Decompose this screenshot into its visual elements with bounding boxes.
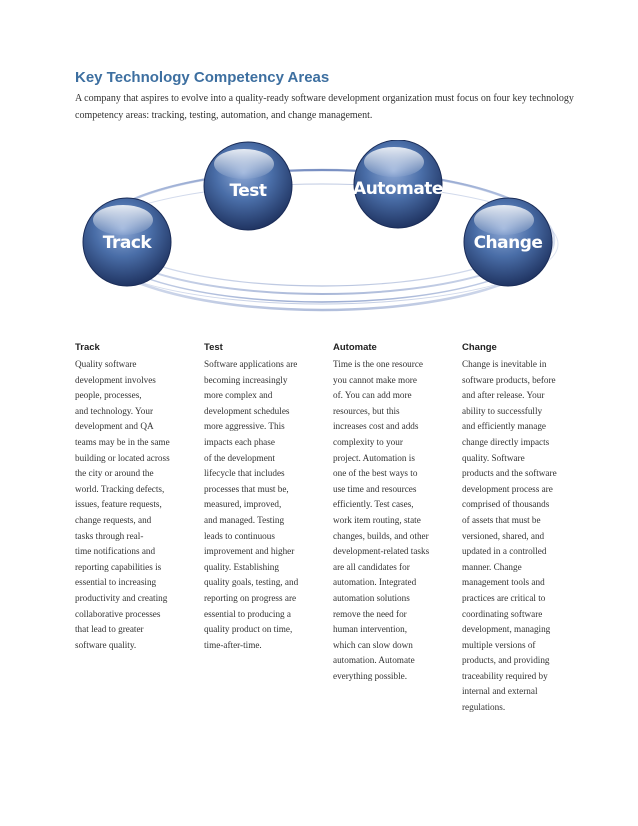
intro-paragraph: A company that aspires to evolve into a quality-ready software development organization must focus on four key technology competency areas: tracking, testing, automation, and change management. [75,93,574,121]
column-change-heading: Change [462,342,497,353]
column-automate-heading: Automate [333,342,377,353]
column-test-heading: Test [204,342,223,353]
page-title: Key Technology Competency Areas [75,69,330,86]
orb-track [83,198,171,286]
column-track-body: Quality software development involves people, processes, and technology. Your development and QA teams may be in the same building or located across the city or around the world. Tracking defects, issues, feature requests, change requests, and tasks through real- time notifications and reporting capabilities is essential to increasing productivity and creating collaborative processes that lead to greater software quality. [75,359,170,650]
column-automate-body: Time is the one resource you cannot make more of. You can add more resources, but this increases cost and adds complexity to your project. Automation is one of the best ways to use time and resources efficiently. Test cases, work item routing, state changes, builds, and other development-related tasks are all candidates for automation. Integrated automation solutions remove the need for human intervention, which can slow down automation. Automate everything possible. [333,359,430,681]
competency-diagram [60,140,580,315]
orb-test [204,142,292,230]
column-change [462,341,577,716]
orb-change [464,198,552,286]
column-track-heading: Track [75,342,100,353]
column-track [75,341,190,653]
column-test [204,341,319,653]
column-automate [333,341,448,684]
column-test-body: Software applications are becoming increasingly more complex and development schedules more aggressive. This impacts each phase of the development lifecycle that includes processes that must be, measured, improved, and managed. Testing leads to continuous improvement and higher quality. Establishing quality goals, testing, and reporting on progress are essential to producing a quality product on time, time-after-time. [204,359,299,650]
orb-change-label: Change [473,233,543,253]
orb-automate [353,140,443,228]
orb-track-label: Track [102,233,152,253]
orb-test-label: Test [229,181,267,201]
orb-automate-label: Automate [353,179,443,199]
column-change-body: Change is inevitable in software products, before and after release. Your ability to successfully and efficiently manage change directly impacts quality. Software products and the software development process are comprised of thousands of assets that must be versioned, shared, and updated in a controlled manner. Change management tools and practices are critical to coordinating software development, managing multiple versions of products, and providing traceability required by internal and external regulations. [462,359,557,713]
